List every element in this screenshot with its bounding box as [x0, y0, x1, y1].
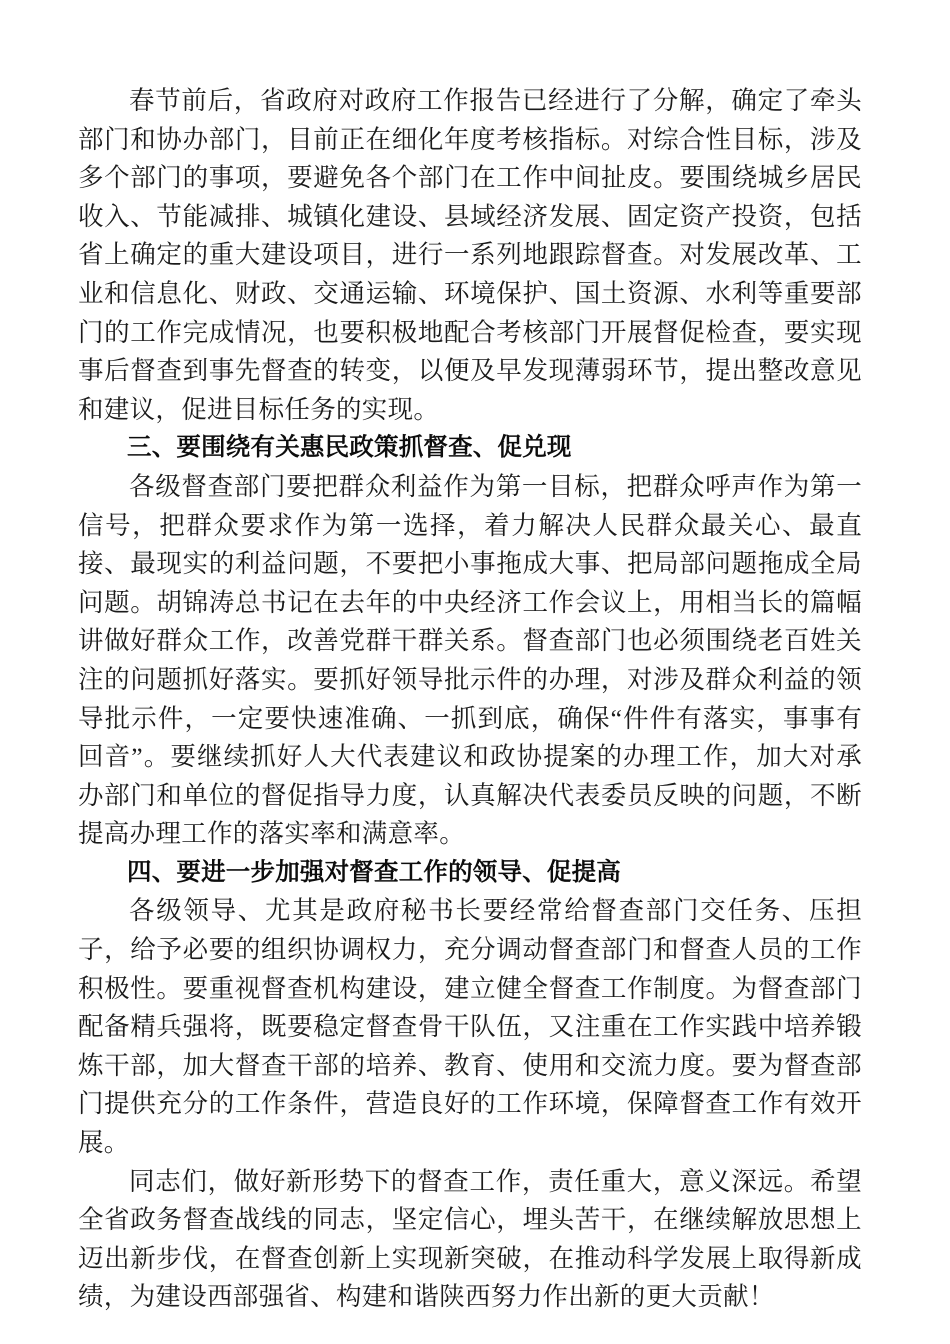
paragraph-spring-festival: 春节前后，省政府对政府工作报告已经进行了分解，确定了牵头部门和协办部门，目前正在细化年度考核指标。对综合性目标，涉及多个部门的事项，要避免各个部门在工作中间扯皮。要围绕城乡居民收入、节能减排、城镇化建设、县域经济发展、固定资产投资，包括省上确定的重大建设项目，进行一系列地跟踪督查。对发展改革、工业和信息化、财政、交通运输、环境保护、国土资源、水利等重要部门的工作完成情况，也要积极地配合考核部门开展督促检查，要实现事后督查到事先督查的转变，以便及早发现薄弱环节，提出整改意见和建议，促进目标任务的实现。 [78, 86, 862, 424]
heading-section-four: 四、要进一步加强对督查工作的领导、促提高 [127, 858, 621, 886]
heading-section-three: 三、要围绕有关惠民政策抓督查、促兑现 [127, 434, 572, 462]
paragraph-closing-remarks: 同志们，做好新形势下的督查工作，责任重大，意义深远。希望全省政务督查战线的同志，坚定信心，埋头苦干，在继续解放思想上迈出新步伐，在督查创新上实现新突破，在推动科学发展上取得新成绩，为建设西部强省、构建和谐陕西努力作出新的更大贡献！ [78, 1166, 862, 1312]
document-text-column [78, 82, 862, 1317]
paragraph-section-three-body: 各级督查部门要把群众利益作为第一目标，把群众呼声作为第一信号，把群众要求作为第一选择，着力解决人民群众最关心、最直接、最现实的利益问题，不要把小事拖成大事、把局部问题拖成全局问题。胡锦涛总书记在去年的中央经济工作会议上，用相当长的篇幅讲做好群众工作，改善党群干群关系。督查部门也必须围绕老百姓关注的问题抓好落实。要抓好领导批示件的办理，对涉及群众利益的领导批示件，一定要快速准确、一抓到底，确保“件件有落实，事事有回音”。要继续抓好人大代表建议和政协提案的办理工作，加大对承办部门和单位的督促指导力度，认真解决代表委员反映的问题，不断提高办理工作的落实率和满意率。 [78, 471, 862, 849]
paragraph-section-four-body: 各级领导、尤其是政府秘书长要经常给督查部门交任务、压担子，给予必要的组织协调权力，充分调动督查部门和督查人员的工作积极性。要重视督查机构建设，建立健全督查工作制度。为督查部门配备精兵强将，既要稳定督查骨干队伍，又注重在工作实践中培养锻炼干部，加大督查干部的培养、教育、使用和交流力度。要为督查部门提供充分的工作条件，营造良好的工作环境，保障督查工作有效开展。 [78, 896, 862, 1158]
